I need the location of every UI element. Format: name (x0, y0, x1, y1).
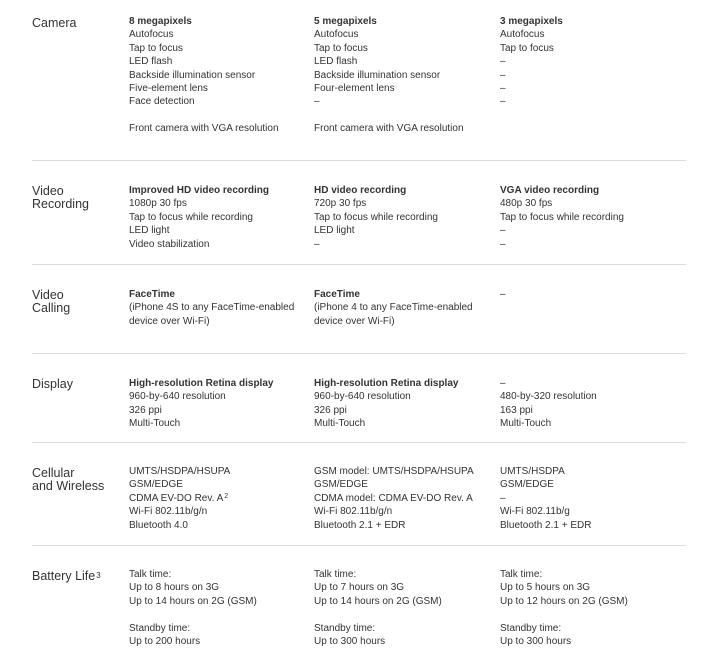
spec-column-1 (129, 184, 311, 251)
spec-column-2 (314, 15, 496, 136)
spec-line: Bluetooth 2.1 + EDR (500, 519, 592, 531)
row-label: Cellular and Wireless (32, 466, 105, 493)
spec-line: (iPhone 4 to any FaceTime-enabled (314, 302, 473, 314)
spec-column-1 (129, 465, 311, 532)
spec-line: 960-by-640 resolution (129, 391, 226, 403)
spec-column-3 (500, 377, 682, 431)
spec-line: device over Wi-Fi) (129, 315, 210, 327)
spec-column-1 (129, 568, 311, 648)
spec-line: – (314, 96, 320, 108)
spec-line-text: CDMA EV-DO Rev. A (129, 492, 224, 504)
spec-line: Autofocus (314, 29, 359, 41)
spec-heading: 3 megapixels (500, 16, 563, 27)
spec-line: LED light (314, 225, 355, 237)
spec-line: – (500, 225, 506, 237)
row-label: Display (32, 377, 73, 391)
spec-line: Autofocus (500, 29, 545, 41)
spec-line: Tap to focus while recording (129, 211, 253, 223)
spec-line: Video stabilization (129, 238, 210, 250)
spec-column-3 (500, 288, 682, 301)
spec-line: GSM model: UMTS/HSDPA/HSUPA (314, 466, 474, 477)
row-label: Video Recording (32, 184, 89, 211)
spec-line: 326 ppi (129, 404, 162, 416)
spec-line: 480-by-320 resolution (500, 391, 597, 403)
spec-line: 960-by-640 resolution (314, 391, 411, 403)
spec-line: LED flash (314, 56, 358, 68)
spec-row-display (32, 354, 686, 443)
spec-line: Tap to focus while recording (500, 211, 624, 223)
spec-line: Talk time: (314, 569, 357, 580)
spec-row-video-recording (32, 161, 686, 265)
spec-heading: High-resolution Retina display (314, 378, 459, 389)
spec-column-1 (129, 15, 311, 136)
footnote-marker: 2 (224, 492, 229, 500)
spec-line: – (500, 69, 506, 81)
spec-line: Standby time: (314, 622, 376, 634)
spec-line: Tap to focus (314, 42, 368, 54)
spec-line: – (500, 378, 506, 389)
spec-line: 163 ppi (500, 404, 533, 416)
spec-column-2 (314, 184, 496, 251)
spec-line: Up to 14 hours on 2G (GSM) (314, 595, 442, 607)
spec-line: UMTS/HSDPA (500, 466, 565, 477)
spec-line: Backside illumination sensor (314, 69, 441, 81)
spec-line: GSM/EDGE (314, 479, 368, 491)
spec-column-1 (129, 377, 311, 431)
spec-column-2 (314, 568, 496, 648)
spec-line: Multi-Touch (129, 418, 181, 430)
spec-line: GSM/EDGE (129, 479, 183, 491)
spec-line: Bluetooth 2.1 + EDR (314, 519, 406, 531)
spec-line: Four-element lens (314, 83, 395, 95)
spec-line: – (500, 289, 506, 300)
spec-line: Up to 12 hours on 2G (GSM) (500, 595, 628, 607)
spec-line: Up to 300 hours (314, 636, 386, 648)
spec-line: Autofocus (129, 29, 174, 41)
spec-line: LED flash (129, 56, 173, 68)
spec-line: 720p 30 fps (314, 198, 367, 210)
spec-line: Wi-Fi 802.11b/g/n (314, 506, 393, 518)
spec-heading: 5 megapixels (314, 16, 377, 27)
row-label: Camera (32, 16, 77, 30)
spec-row-battery-life (32, 546, 686, 656)
spec-line: device over Wi-Fi) (314, 315, 395, 327)
spec-line: 1080p 30 fps (129, 198, 187, 210)
spec-line: UMTS/HSDPA/HSUPA (129, 466, 231, 477)
spec-line (500, 608, 682, 621)
spec-line: Backside illumination sensor (129, 69, 256, 81)
spec-line: Front camera with VGA resolution (129, 123, 279, 135)
spec-line: – (500, 56, 506, 68)
spec-line: 480p 30 fps (500, 198, 553, 210)
spec-line: Up to 8 hours on 3G (129, 582, 220, 594)
spec-line: Up to 200 hours (129, 636, 201, 648)
spec-line: Front camera with VGA resolution (314, 123, 464, 135)
spec-line: GSM/EDGE (500, 479, 554, 491)
spec-line: Multi-Touch (314, 418, 366, 430)
spec-heading: HD video recording (314, 185, 407, 196)
spec-heading: 8 megapixels (129, 16, 192, 27)
spec-line: Tap to focus (129, 42, 183, 54)
spec-line: – (500, 96, 506, 108)
spec-line: – (500, 492, 506, 504)
spec-line: Standby time: (129, 622, 191, 634)
spec-line (314, 608, 496, 621)
spec-heading: VGA video recording (500, 185, 600, 196)
spec-line: Up to 300 hours (500, 636, 572, 648)
spec-line: – (500, 83, 506, 95)
spec-line (129, 492, 311, 505)
spec-column-3 (500, 465, 682, 532)
spec-line: Five-element lens (129, 83, 208, 95)
spec-line: – (314, 238, 320, 250)
spec-line: Wi-Fi 802.11b/g (500, 506, 570, 518)
spec-column-2 (314, 377, 496, 431)
spec-line: Up to 5 hours on 3G (500, 582, 591, 594)
spec-column-2 (314, 465, 496, 532)
spec-line: CDMA model: CDMA EV-DO Rev. A (314, 492, 473, 504)
spec-heading: FaceTime (129, 289, 175, 300)
row-label: Video Calling (32, 288, 71, 315)
row-label (32, 570, 127, 583)
spec-row-video-calling (32, 265, 686, 354)
spec-line: Wi-Fi 802.11b/g/n (129, 506, 208, 518)
spec-line: Multi-Touch (500, 418, 552, 430)
spec-column-3 (500, 568, 682, 648)
footnote-marker: 3 (96, 571, 101, 580)
spec-line (129, 608, 311, 621)
spec-column-2 (314, 288, 496, 328)
spec-line: (iPhone 4S to any FaceTime-enabled (129, 302, 295, 314)
spec-line: Standby time: (500, 622, 562, 634)
spec-line: Face detection (129, 96, 195, 108)
spec-line: Up to 7 hours on 3G (314, 582, 405, 594)
spec-line: 326 ppi (314, 404, 347, 416)
spec-line (129, 109, 311, 122)
spec-row-cellular-wireless (32, 443, 686, 546)
spec-line: Tap to focus while recording (314, 211, 438, 223)
spec-row-camera (32, 0, 686, 161)
spec-line: Talk time: (129, 569, 172, 580)
spec-line: LED light (129, 225, 170, 237)
spec-line: Bluetooth 4.0 (129, 519, 188, 531)
spec-column-3 (500, 184, 682, 251)
spec-line: Up to 14 hours on 2G (GSM) (129, 595, 257, 607)
spec-line: – (500, 238, 506, 250)
spec-line: Tap to focus (500, 42, 554, 54)
spec-line (314, 109, 496, 122)
spec-line: Talk time: (500, 569, 543, 580)
spec-heading: FaceTime (314, 289, 360, 300)
row-label-text: Battery Life (32, 569, 96, 583)
spec-column-1 (129, 288, 311, 328)
spec-heading: High-resolution Retina display (129, 378, 274, 389)
spec-heading: Improved HD video recording (129, 185, 270, 196)
spec-column-3 (500, 15, 682, 109)
